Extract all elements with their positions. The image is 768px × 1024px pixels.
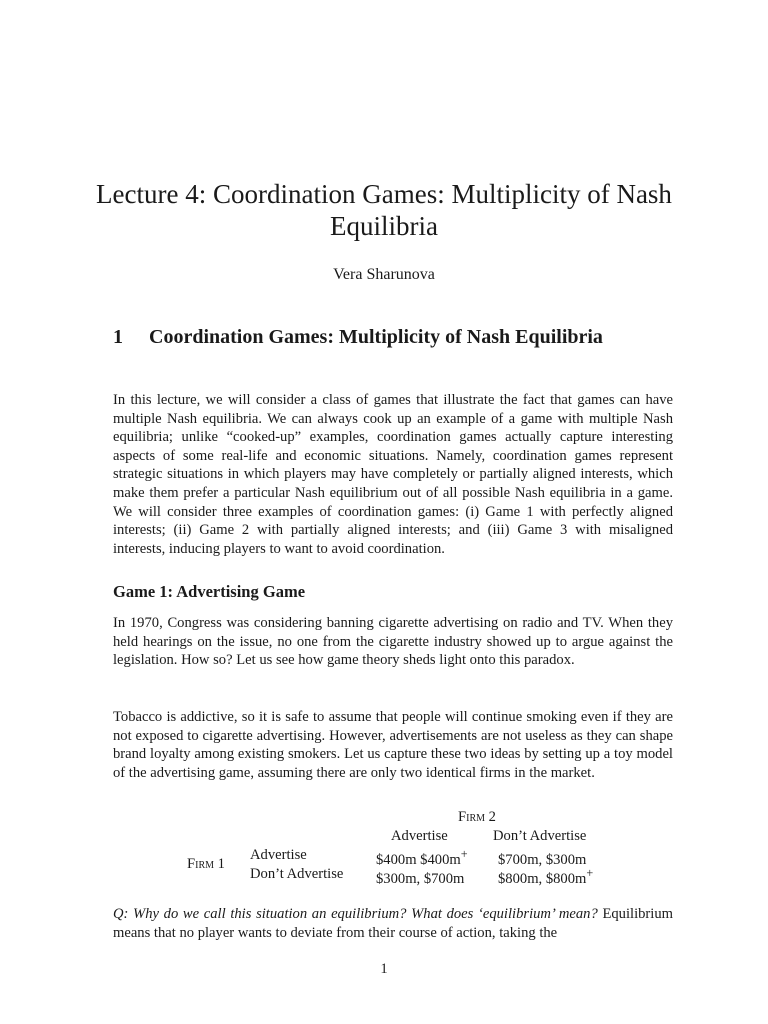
- row-header-advertise: Advertise: [250, 847, 307, 863]
- question-answer-text: Equilibrium means that no player wants to deviate from their course of action, taking the: [113, 906, 673, 941]
- intro-paragraph: In this lecture, we will consider a class of games that illustrate the fact that games can have multiple Nash equilibria. We can always cook up an example of a game with multiple Nash equilibria; unlike “cooked-up” examples, coordination games actually capture interesting aspects of some real-life and economic situations. Namely, coordination games represent strategic situations in which players may have completely or partially aligned interests, which make them prefer a particular Nash equilibrium out of all possible Nash equilibria in a game. We will consider three examples of coordination games: (i) Game 1 with perfectly aligned interests; (ii) Game 2 with partially aligned interests; and (iii) Game 3 with misaligned interests, inducing players to want to avoid coordination.: [113, 392, 673, 557]
- payoff-value: $700m, $300m: [498, 851, 587, 868]
- paper-title: [96, 178, 672, 242]
- payoff-cell: [376, 866, 464, 888]
- payoff-value: $400m $400m: [376, 851, 461, 868]
- paper-title-line-2: Equilibria: [330, 211, 438, 241]
- question-paragraph: [113, 905, 673, 942]
- payoff-cell: [498, 866, 593, 888]
- paragraph-1970: In 1970, Congress was considering banning cigarette advertising on radio and TV. When they held hearings on the issue, no one from the cigarette industry showed up to argue against the legislation. How so? Let us see how game theory sheds light onto this paradox.: [113, 615, 673, 669]
- page-number: 1: [380, 961, 388, 977]
- payoff-superscript: +: [586, 866, 594, 880]
- question-text: Q: Why do we call this situation an equilibrium? What does ‘equilibrium’ mean?: [113, 906, 598, 922]
- section-number: 1: [113, 326, 123, 348]
- paragraph-tobacco: Tobacco is addictive, so it is safe to assume that people will continue smoking even if they are not exposed to cigarette advertising. However, advertisements are not useless as they can shape brand loyalty among existing smokers. Let us capture these two ideas by setting up a toy model of the advertising game, assuming there are only two identical firms in the market.: [113, 709, 673, 781]
- column-header-dont-advertise: Don’t Advertise: [493, 828, 587, 844]
- section-heading: [113, 324, 673, 351]
- author-name: Vera Sharunova: [333, 266, 435, 283]
- section-title: Coordination Games: Multiplicity of Nash Equilibria: [149, 326, 603, 348]
- payoff-value: $300m, $700m: [376, 870, 465, 887]
- column-header-advertise: Advertise: [391, 828, 448, 844]
- paper-title-line-1: Lecture 4: Coordination Games: Multiplicity of Nash: [96, 179, 672, 209]
- payoff-superscript: +: [460, 847, 468, 861]
- subsection-title: Game 1: Advertising Game: [113, 582, 306, 601]
- row-header-dont-advertise: Don’t Advertise: [250, 866, 344, 882]
- column-player-label: Firm 2: [458, 809, 496, 825]
- payoff-value: $800m, $800m: [498, 870, 587, 887]
- row-player-label: Firm 1: [187, 856, 225, 872]
